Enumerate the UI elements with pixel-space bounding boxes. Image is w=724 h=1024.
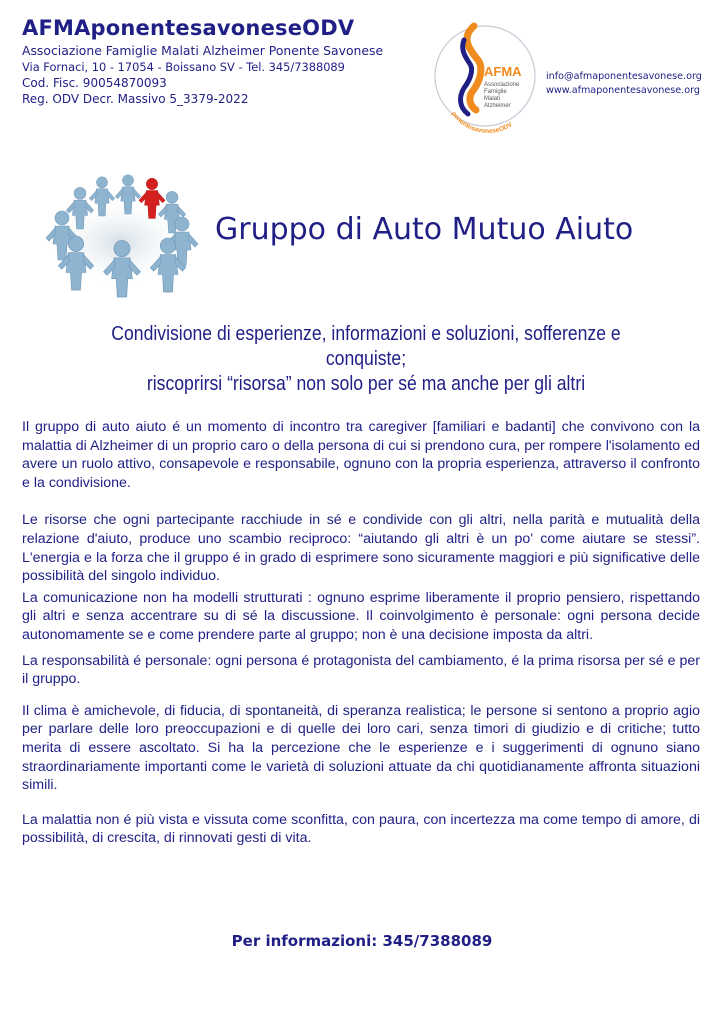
logo-brand: AFMA [484, 64, 522, 79]
logo-arc-text: ponentesavoneseODV [449, 110, 514, 135]
paragraph-climate: Il clima è amichevole, di fiducia, di spontaneità, di speranza realistica; le persone si sentono a proprio agio per parlare delle loro preoccupazioni e di quelle dei loro cari, senza timori di giudizio e di critiche; tutto merita di essere ascoltato. Si ha la percezione che le esperienze e i suggerimenti di ognuno siano straordinariamente importanti come le varietà di soluzioni attuate da chi quotidianamente affronta situazioni simili. [22, 702, 700, 794]
paragraph-responsibility: La responsabilità é personale: ogni persona é protagonista del cambiamento, é la prima risorsa per sé e per il gruppo. [22, 652, 700, 688]
logo-line-2: Famiglie [484, 89, 507, 95]
paragraph-communication: La comunicazione non ha modelli strutturati : ognuno esprime liberamente il proprio pensiero, rispettando gli altri e senza accentrare su di sé la discussione. Il coinvolgimento è personale: ogni persona decide autonomamente se e come prendere parte al gruppo; non è una decisione imposta da altri. [22, 589, 700, 643]
org-name: AFMAponentesavoneseODV [22, 16, 355, 40]
body-text [22, 418, 700, 848]
paragraph-resources: Le risorse che ogni partecipante racchiude in sé e condivide con gli altri, nella parità e mutualità della relazione d'aiuto, produce uno scambio reciproco: “aiutando gli altri è un po' come aiutare se stessi”. L'energia e la forza che il gruppo é in grado di esprimere sono sicuramente maggiori e più significative delle possibilità del singolo individuo. [22, 512, 700, 585]
org-full-name: Associazione Famiglie Malati Alzheimer Ponente Savonese [22, 43, 384, 58]
page-title: Gruppo di Auto Mutuo Aiuto [215, 212, 634, 247]
people-circle-image [40, 160, 200, 300]
contacts [546, 70, 702, 98]
website-link[interactable]: www.afmaponentesavonese.org [546, 85, 700, 96]
logo-line-4: Alzheimer [484, 103, 511, 109]
subtitle [76, 322, 657, 397]
fiscal-code: Cod. Fisc. 90054870093 [22, 76, 167, 90]
afma-logo [430, 20, 540, 138]
logo-line-1: Associazione [484, 82, 520, 88]
paragraph-disease: La malattia non é più vista e vissuta come sconfitta, con paura, con incertezza ma come tempo di amore, di possibilità, di crescita, di rinnovati gesti di vita. [22, 811, 700, 847]
subtitle-line-2: riscoprirsi “risorsa” non solo per sé ma anche per gli altri [146, 373, 586, 395]
registry-number: Reg. ODV Decr. Massivo 5_3379-2022 [22, 92, 249, 106]
header [22, 16, 442, 107]
paragraph-intro: Il gruppo di auto aiuto é un momento di incontro tra caregiver [familiari e badanti] che convivono con la malattia di Alzheimer di un proprio caro o della persona di cui si prendono cura, per rompere l'isolamento ed avere un ruolo attivo, consapevole e responsabile, ognuno con la propria esperienza, attraverso il confronto e la condivisione. [22, 419, 700, 491]
info-phone: Per informazioni: 345/7388089 [231, 932, 493, 950]
logo-line-3: Malati [484, 96, 501, 102]
email-link[interactable]: info@afmaponentesavonese.org [546, 71, 702, 82]
address: Via Fornaci, 10 - 17054 - Boissano SV - Tel. 345/7388089 [22, 60, 345, 74]
subtitle-line-1: Condivisione di esperienze, informazioni e soluzioni, sofferenze e conquiste; [111, 323, 621, 370]
